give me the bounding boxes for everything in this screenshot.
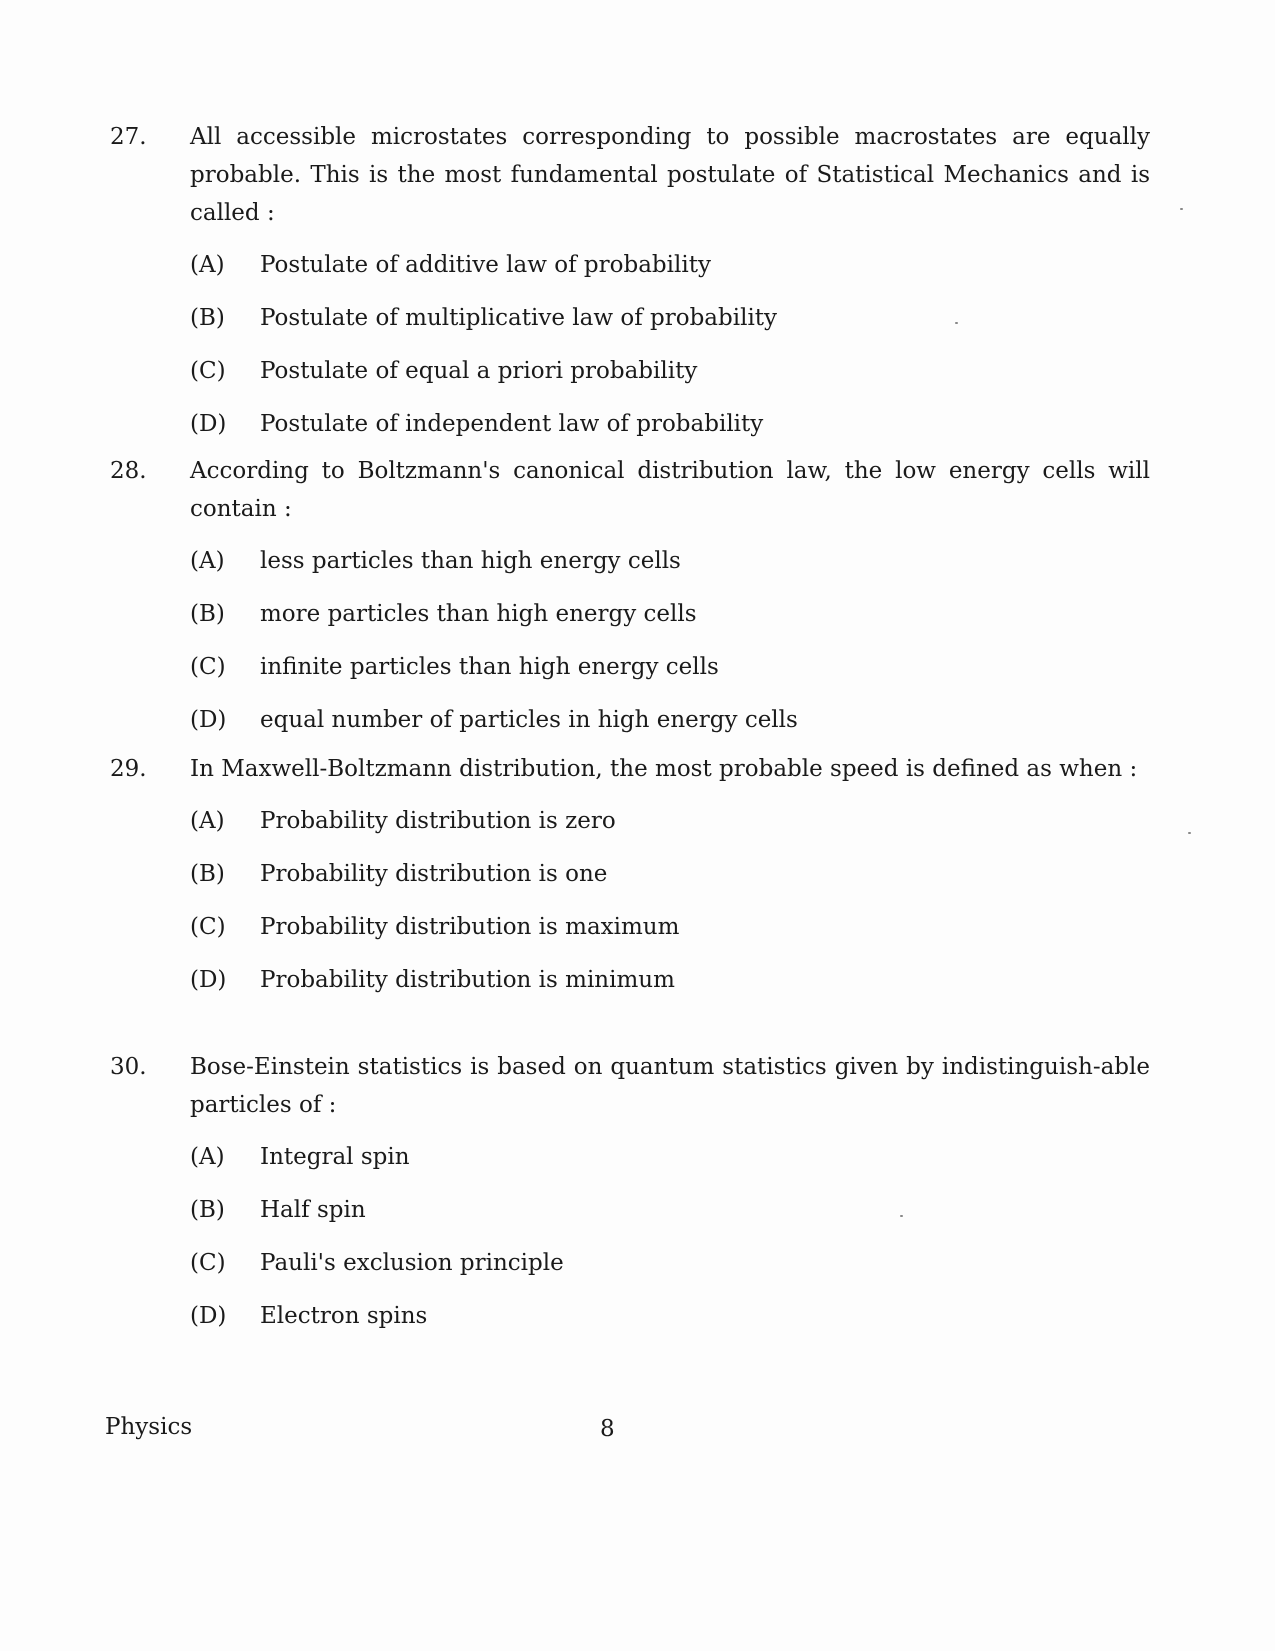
option-text: Postulate of additive law of probability	[260, 252, 711, 278]
option-letter: (A)	[190, 808, 225, 834]
scan-speck	[1188, 832, 1191, 834]
option-text: Probability distribution is one	[260, 861, 608, 887]
question-number: 30.	[110, 1054, 147, 1080]
option-text: Pauli's exclusion principle	[260, 1250, 564, 1276]
option-c	[190, 352, 1150, 405]
option-a	[190, 542, 1150, 595]
option-letter: (A)	[190, 1144, 225, 1170]
option-text: Probability distribution is maximum	[260, 914, 680, 940]
question-text: According to Boltzmann's canonical distribution law, the low energy cells will contain :	[190, 458, 1150, 522]
option-a	[190, 246, 1150, 299]
scan-speck	[900, 1215, 903, 1217]
option-text: Integral spin	[260, 1144, 410, 1170]
option-list	[190, 1138, 1150, 1350]
option-text: Electron spins	[260, 1303, 428, 1329]
option-letter: (B)	[190, 305, 225, 331]
option-list	[190, 802, 1150, 1014]
option-d	[190, 961, 1150, 1014]
option-letter: (B)	[190, 861, 225, 887]
footer-subject: Physics	[105, 1414, 193, 1440]
option-text: Probability distribution is zero	[260, 808, 616, 834]
option-d	[190, 701, 1150, 754]
option-c	[190, 908, 1150, 961]
option-a	[190, 802, 1150, 855]
footer-page-number: 8	[600, 1416, 615, 1442]
option-letter: (D)	[190, 707, 227, 733]
option-text: Postulate of multiplicative law of probability	[260, 305, 778, 331]
option-d	[190, 1297, 1150, 1350]
option-list	[190, 246, 1150, 458]
question-number: 29.	[110, 756, 147, 782]
question-text: All accessible microstates corresponding to possible macrostates are equally probable. This is the most fundamental postulate of Statistical Mechanics and is called :	[190, 124, 1150, 226]
option-letter: (A)	[190, 252, 225, 278]
option-b	[190, 855, 1150, 908]
question-28	[110, 452, 1150, 754]
option-letter: (B)	[190, 601, 225, 627]
option-letter: (C)	[190, 914, 226, 940]
question-30	[110, 1048, 1150, 1350]
option-b	[190, 299, 1150, 352]
option-letter: (D)	[190, 1303, 227, 1329]
option-letter: (C)	[190, 1250, 226, 1276]
option-b	[190, 1191, 1150, 1244]
scan-speck	[1180, 208, 1183, 210]
option-letter: (C)	[190, 654, 226, 680]
option-text: Probability distribution is minimum	[260, 967, 675, 993]
option-text: Postulate of equal a priori probability	[260, 358, 698, 384]
option-text: Postulate of independent law of probability	[260, 411, 764, 437]
option-list	[190, 542, 1150, 754]
option-letter: (D)	[190, 411, 227, 437]
option-letter: (B)	[190, 1197, 225, 1223]
option-text: Half spin	[260, 1197, 366, 1223]
option-letter: (A)	[190, 548, 225, 574]
question-text: In Maxwell-Boltzmann distribution, the most probable speed is defined as when :	[190, 756, 1138, 782]
option-text: less particles than high energy cells	[260, 548, 681, 574]
scan-speck	[955, 322, 958, 324]
option-text: infinite particles than high energy cells	[260, 654, 719, 680]
option-c	[190, 1244, 1150, 1297]
option-letter: (D)	[190, 967, 227, 993]
question-27	[110, 118, 1150, 458]
option-b	[190, 595, 1150, 648]
question-number: 27.	[110, 124, 147, 150]
option-c	[190, 648, 1150, 701]
option-d	[190, 405, 1150, 458]
option-a	[190, 1138, 1150, 1191]
question-number: 28.	[110, 458, 147, 484]
option-letter: (C)	[190, 358, 226, 384]
question-text: Bose-Einstein statistics is based on quantum statistics given by indistinguish-able particles of :	[190, 1054, 1150, 1118]
question-29	[110, 750, 1150, 1014]
option-text: more particles than high energy cells	[260, 601, 697, 627]
option-text: equal number of particles in high energy cells	[260, 707, 798, 733]
